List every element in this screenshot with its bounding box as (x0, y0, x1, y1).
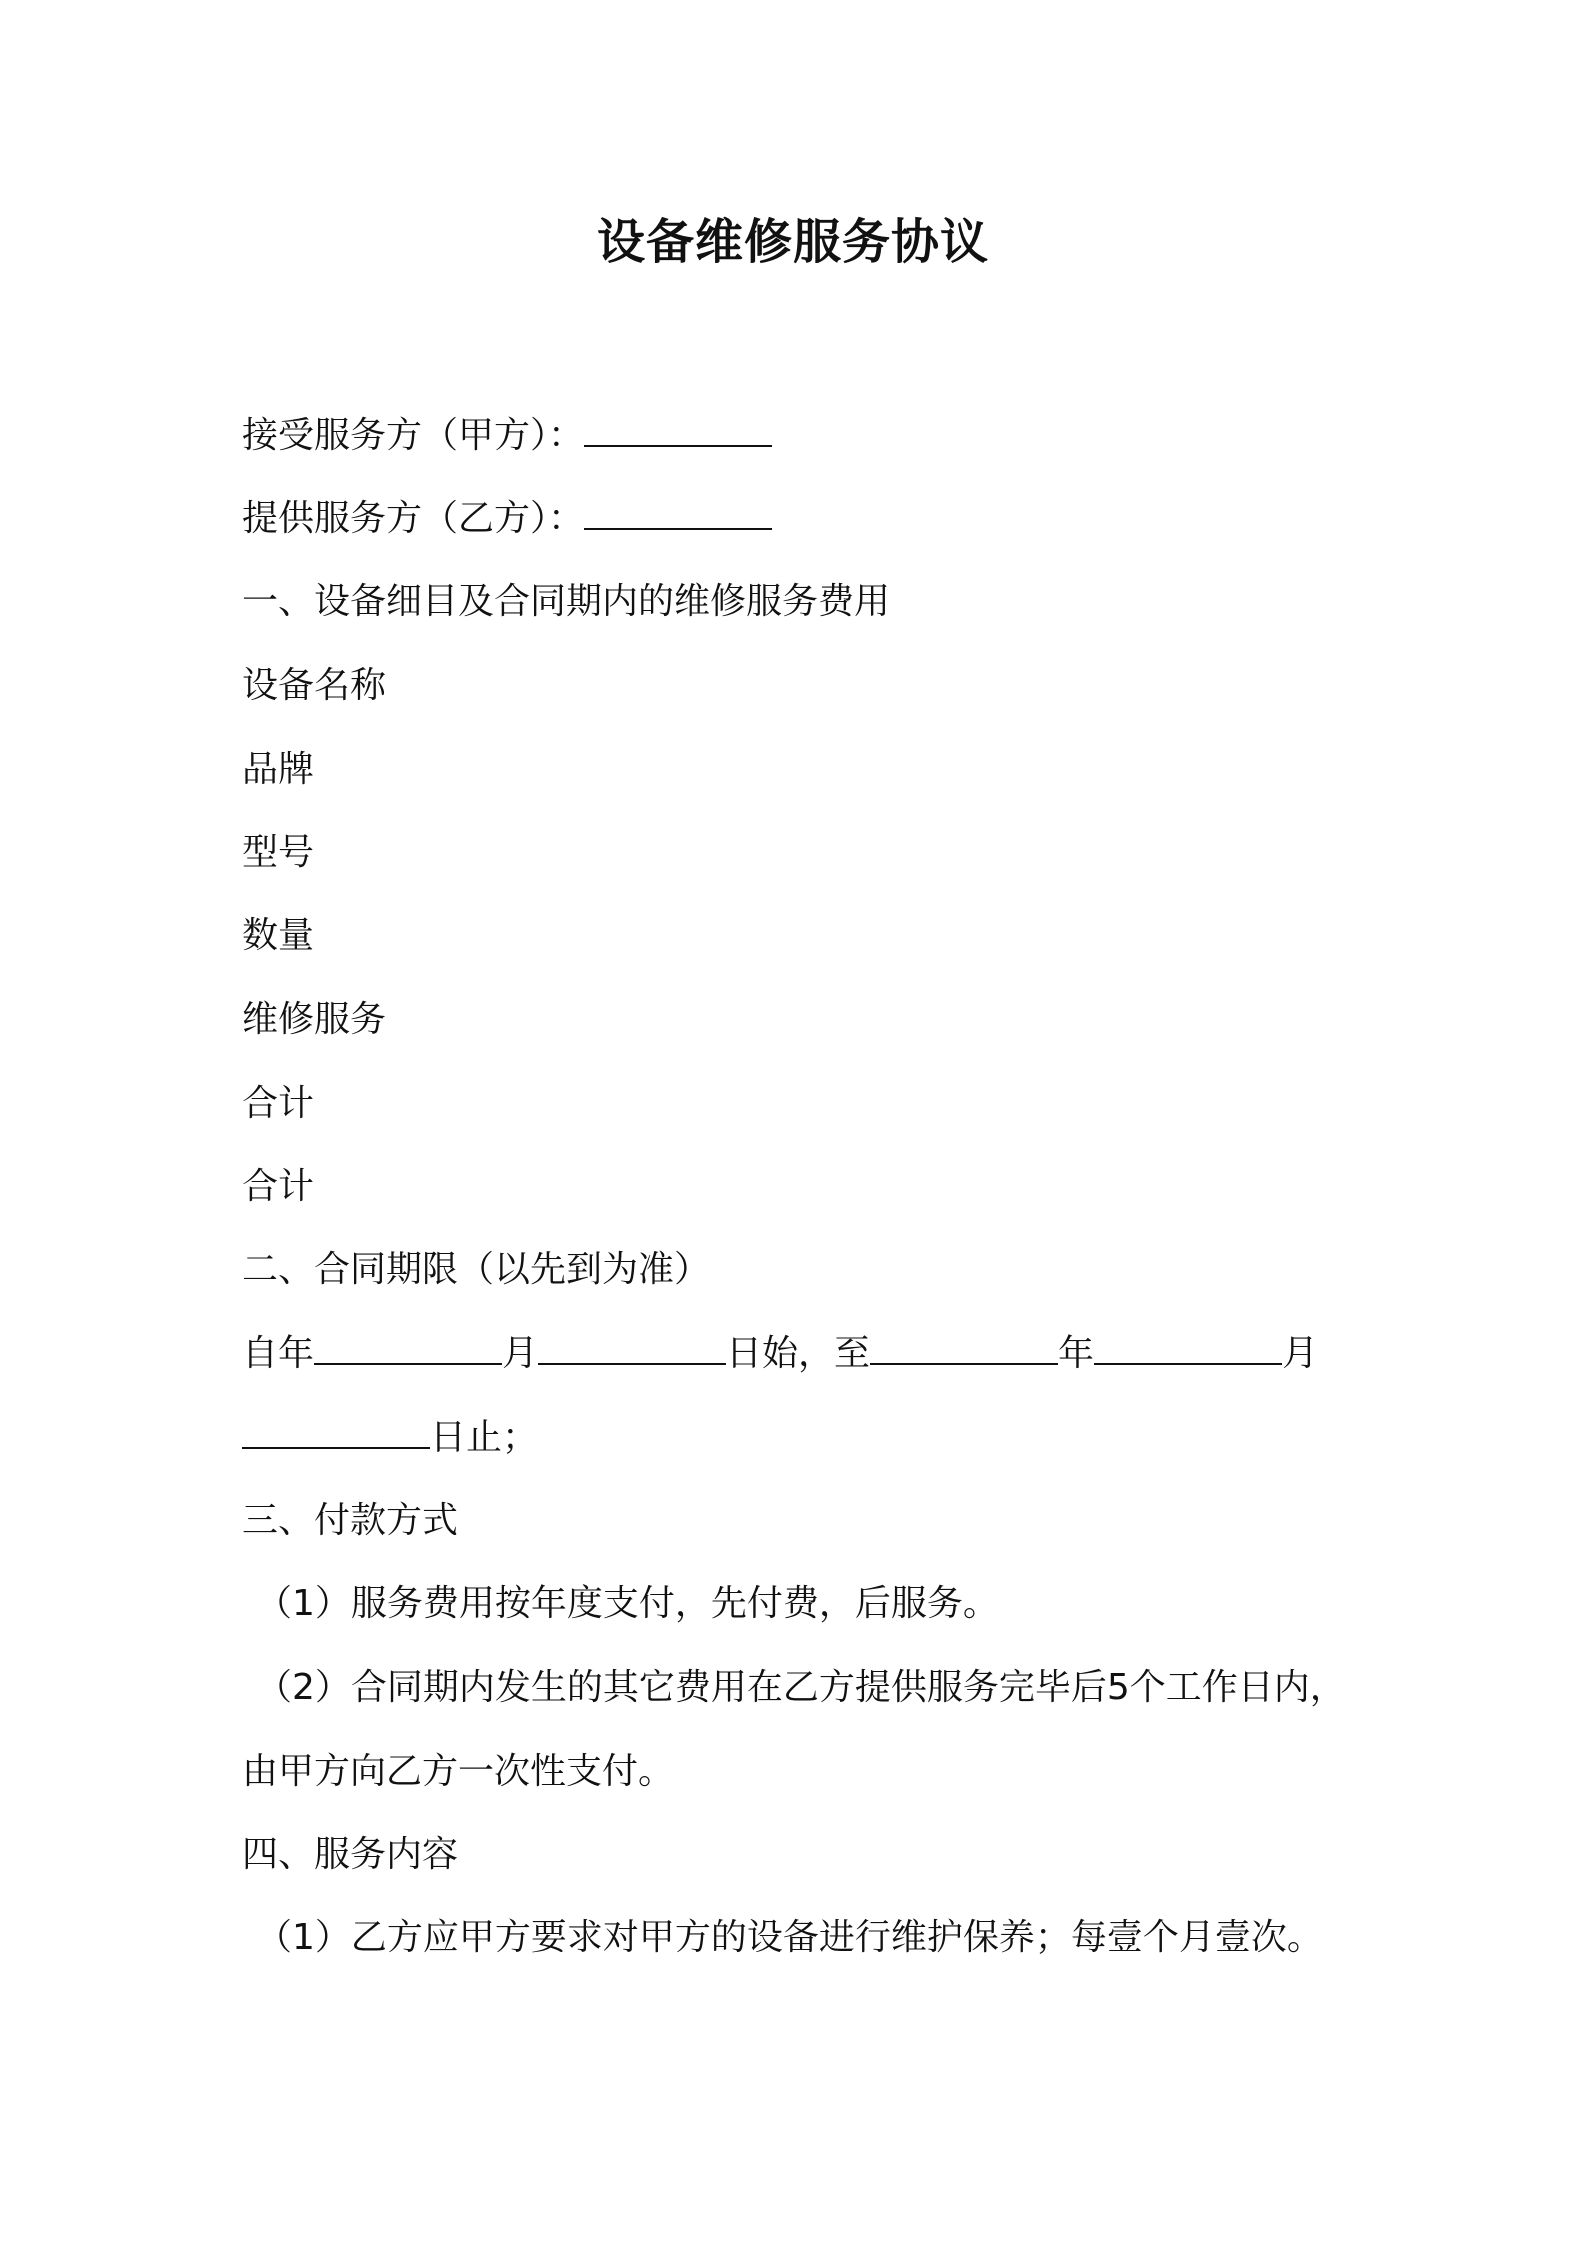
term-end-year-blank[interactable] (870, 1333, 1058, 1365)
term-start-month-blank[interactable] (538, 1333, 726, 1365)
term-line-2 (242, 1414, 538, 1462)
field-repair-service: 维修服务 (242, 999, 387, 1040)
term-line-1 (242, 1330, 1318, 1378)
term-day-end-label: 日止； (430, 1417, 539, 1458)
party-a-blank[interactable] (584, 415, 772, 447)
term-month-label: 月 (502, 1333, 539, 1374)
party-b-label: 提供服务方（乙方）： (242, 498, 585, 539)
payment-item-2-line-2: 由甲方向乙方一次性支付。 (242, 1751, 675, 1792)
term-year-label: 年 (1058, 1333, 1095, 1374)
document-title: 设备维修服务协议 (596, 214, 989, 270)
field-model: 型号 (242, 832, 315, 873)
term-start-year-blank[interactable] (314, 1333, 502, 1365)
term-from-label: 自年 (242, 1333, 315, 1374)
payment-item-1: （1）服务费用按年度支付，先付费，后服务。 (256, 1583, 999, 1624)
payment-item-2-line-1: （2）合同期内发生的其它费用在乙方提供服务完毕后5个工作日内， (256, 1667, 1346, 1708)
party-a-line (242, 412, 772, 460)
section-2-heading: 二、合同期限（以先到为准） (242, 1249, 711, 1290)
field-subtotal: 合计 (242, 1083, 315, 1124)
party-a-label: 接受服务方（甲方）： (242, 415, 585, 456)
section-4-heading: 四、服务内容 (242, 1834, 459, 1875)
field-quantity: 数量 (242, 915, 315, 956)
field-equipment-name: 设备名称 (242, 665, 387, 706)
term-end-day-blank[interactable] (242, 1417, 430, 1449)
field-brand: 品牌 (242, 749, 315, 790)
service-item-1: （1）乙方应甲方要求对甲方的设备进行维护保养；每壹个月壹次。 (256, 1917, 1323, 1958)
term-end-month-blank[interactable] (1094, 1333, 1282, 1365)
term-month2-label: 月 (1282, 1333, 1319, 1374)
party-b-blank[interactable] (584, 498, 772, 530)
section-3-heading: 三、付款方式 (242, 1500, 459, 1541)
section-1-heading: 一、设备细目及合同期内的维修服务费用 (242, 581, 891, 622)
party-b-line (242, 495, 772, 543)
term-day-start-label: 日始，至 (726, 1333, 871, 1374)
field-total: 合计 (242, 1166, 315, 1207)
